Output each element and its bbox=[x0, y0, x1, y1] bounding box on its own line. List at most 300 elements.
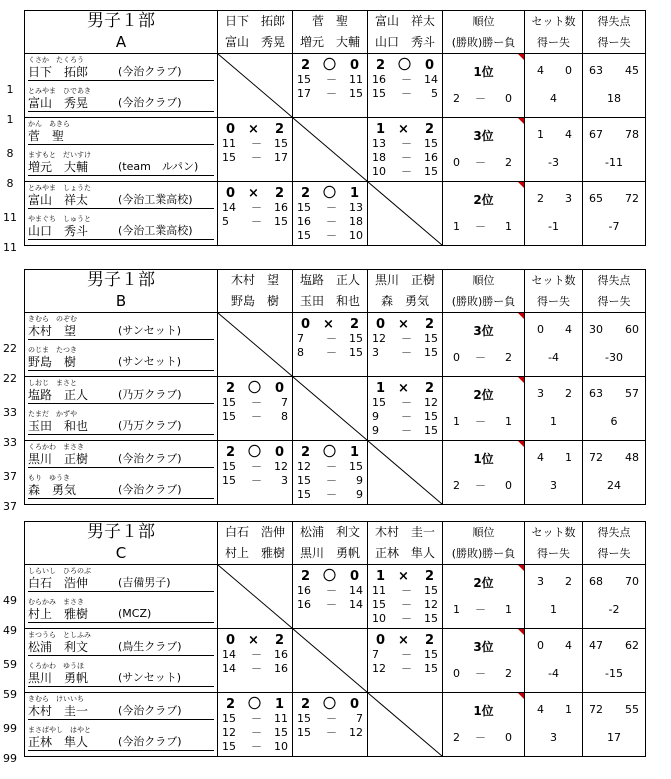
flag-icon bbox=[518, 693, 524, 699]
game-points-against: 10 bbox=[349, 229, 363, 242]
set-difference: 3 bbox=[550, 731, 557, 744]
game-score bbox=[297, 460, 363, 474]
game-points-for: 18 bbox=[372, 151, 386, 164]
game-points-against: 11 bbox=[274, 712, 288, 725]
points-for: 30 bbox=[589, 323, 603, 336]
game-points-for: 12 bbox=[372, 662, 386, 675]
game-score bbox=[297, 215, 363, 229]
match-losses: 0 bbox=[505, 479, 512, 492]
diagonal-line bbox=[368, 441, 442, 504]
game-points-against: 15 bbox=[424, 410, 438, 423]
game-score bbox=[222, 201, 288, 215]
dash: － bbox=[401, 332, 412, 345]
match-result bbox=[368, 565, 442, 628]
game-points-for: 15 bbox=[222, 410, 236, 423]
dash: － bbox=[326, 712, 337, 725]
match-cell bbox=[368, 118, 443, 182]
sets-won: 2 bbox=[226, 697, 236, 712]
seed-number: 1 bbox=[6, 83, 14, 96]
game-points-against: 15 bbox=[424, 137, 438, 150]
point-difference: -30 bbox=[605, 351, 623, 364]
player-club: (今治クラブ) bbox=[118, 483, 182, 496]
sets-lost: 2 bbox=[424, 633, 434, 648]
game-score bbox=[372, 424, 438, 438]
sets-lost: 2 bbox=[424, 381, 434, 396]
dash: － bbox=[251, 712, 262, 725]
game-score bbox=[372, 598, 438, 612]
dash: － bbox=[251, 726, 262, 739]
sets-lost-total: 1 bbox=[565, 451, 572, 464]
game-points-for: 15 bbox=[297, 726, 311, 739]
table-row bbox=[25, 118, 646, 182]
name-reading: たまだ かずや bbox=[28, 410, 77, 418]
dash: － bbox=[475, 479, 486, 492]
dash: － bbox=[326, 584, 337, 597]
column-header: 得失点 bbox=[583, 11, 646, 33]
game-points-for: 14 bbox=[222, 662, 236, 675]
game-points-against: 7 bbox=[356, 712, 363, 725]
match-cell bbox=[218, 565, 293, 629]
rank-cell bbox=[443, 441, 525, 505]
table-row bbox=[25, 313, 646, 377]
column-subheader: 得ー失 bbox=[583, 543, 646, 565]
points-against: 78 bbox=[625, 128, 639, 141]
rank-cell bbox=[443, 629, 525, 693]
name-reading: やまぐち しゅうと bbox=[28, 215, 91, 223]
game-points-for: 15 bbox=[297, 229, 311, 242]
table-row bbox=[25, 377, 646, 441]
team-cell bbox=[25, 377, 218, 441]
name-reading: とみやま しょうた bbox=[28, 184, 91, 192]
game-points-for: 15 bbox=[372, 598, 386, 611]
player-club: (今治クラブ) bbox=[118, 735, 182, 748]
sets-lost-total: 0 bbox=[565, 64, 572, 77]
sets-cell bbox=[525, 313, 583, 377]
rank: 2位 bbox=[473, 193, 494, 207]
rank: 1位 bbox=[473, 704, 494, 718]
sets-lost-total: 4 bbox=[565, 128, 572, 141]
sets-cell bbox=[525, 182, 583, 246]
game-points-against: 16 bbox=[424, 151, 438, 164]
flag-icon bbox=[518, 313, 524, 319]
table-row bbox=[25, 182, 646, 246]
player-club: (今治工業高校) bbox=[118, 193, 193, 206]
header-player: 玉田 和也 bbox=[293, 291, 368, 313]
game-score bbox=[372, 612, 438, 626]
sets-cell bbox=[525, 629, 583, 693]
diagonal-line bbox=[368, 182, 442, 245]
set-difference: 4 bbox=[550, 92, 557, 105]
header-player: 村上 雅樹 bbox=[218, 543, 293, 565]
sets-cell bbox=[525, 54, 583, 118]
underline bbox=[28, 208, 214, 209]
match-cell bbox=[218, 118, 293, 182]
set-difference: -3 bbox=[548, 156, 559, 169]
column-subheader: 得ー失 bbox=[583, 291, 646, 313]
game-score bbox=[297, 474, 363, 488]
seed-number: 8 bbox=[6, 177, 14, 190]
sets-won: 2 bbox=[226, 445, 236, 460]
game-points-for: 16 bbox=[297, 215, 311, 228]
player-club: (乃万クラブ) bbox=[118, 419, 182, 432]
column-subheader: 得ー失 bbox=[583, 32, 646, 54]
dash: － bbox=[326, 229, 337, 242]
points-against: 62 bbox=[625, 639, 639, 652]
match-result bbox=[218, 693, 292, 756]
underline bbox=[28, 750, 214, 751]
rank-cell bbox=[443, 313, 525, 377]
dash: － bbox=[475, 351, 486, 364]
game-score bbox=[297, 346, 363, 360]
rank: 2位 bbox=[473, 576, 494, 590]
game-score bbox=[372, 137, 438, 151]
win-loss-mark: 〇 bbox=[323, 58, 337, 73]
match-result bbox=[368, 313, 442, 376]
game-points-for: 16 bbox=[297, 598, 311, 611]
game-score bbox=[297, 201, 363, 215]
column-subheader: (勝敗)勝ー負 bbox=[443, 32, 525, 54]
header-player: 木村 望 bbox=[218, 270, 293, 292]
game-points-against: 16 bbox=[274, 662, 288, 675]
rank: 3位 bbox=[473, 640, 494, 654]
sets-lost: 0 bbox=[349, 697, 359, 712]
block-group: B bbox=[25, 291, 218, 313]
points-for: 63 bbox=[589, 387, 603, 400]
sets-lost: 1 bbox=[274, 697, 284, 712]
diagonal-line bbox=[218, 313, 292, 376]
game-points-for: 15 bbox=[222, 474, 236, 487]
game-score bbox=[297, 87, 363, 101]
match-result bbox=[368, 377, 442, 440]
game-points-for: 5 bbox=[222, 215, 229, 228]
game-points-for: 15 bbox=[297, 712, 311, 725]
match-cell bbox=[368, 377, 443, 441]
sets-cell bbox=[525, 693, 583, 757]
block-title: 男子１部 bbox=[25, 270, 218, 292]
game-points-for: 17 bbox=[297, 87, 311, 100]
game-score bbox=[372, 648, 438, 662]
game-points-against: 15 bbox=[349, 87, 363, 100]
column-header: セット数 bbox=[525, 522, 583, 544]
dash: － bbox=[326, 488, 337, 501]
dash: － bbox=[401, 648, 412, 661]
points-against: 45 bbox=[625, 64, 639, 77]
match-losses: 1 bbox=[505, 415, 512, 428]
sets-lost: 0 bbox=[274, 445, 284, 460]
game-points-against: 15 bbox=[424, 424, 438, 437]
dash: － bbox=[251, 201, 262, 214]
game-points-for: 15 bbox=[297, 488, 311, 501]
diagonal-line bbox=[218, 565, 292, 628]
rank: 3位 bbox=[473, 129, 494, 143]
dash: － bbox=[475, 156, 486, 169]
win-loss-mark: × bbox=[248, 633, 259, 648]
game-points-against: 15 bbox=[424, 648, 438, 661]
game-points-against: 14 bbox=[349, 598, 363, 611]
game-points-against: 15 bbox=[274, 137, 288, 150]
dash: － bbox=[326, 460, 337, 473]
game-score bbox=[222, 740, 288, 754]
game-points-against: 15 bbox=[424, 165, 438, 178]
sets-won: 2 bbox=[301, 58, 311, 73]
game-points-against: 10 bbox=[274, 740, 288, 753]
header-player: 山口 秀斗 bbox=[368, 32, 443, 54]
sets-won: 0 bbox=[226, 633, 236, 648]
dash: － bbox=[475, 415, 486, 428]
player-club: (team ルパン) bbox=[118, 160, 199, 173]
game-points-for: 16 bbox=[372, 73, 386, 86]
point-difference: 6 bbox=[610, 415, 618, 428]
point-difference: -2 bbox=[608, 603, 620, 616]
sets-won: 1 bbox=[376, 122, 386, 137]
underline bbox=[28, 111, 214, 112]
match-result bbox=[293, 313, 367, 376]
sets-lost: 0 bbox=[424, 58, 434, 73]
player-club: (サンセット) bbox=[118, 324, 182, 337]
game-score bbox=[222, 712, 288, 726]
dash: － bbox=[251, 215, 262, 228]
dash: － bbox=[401, 410, 412, 423]
points-cell bbox=[583, 182, 646, 246]
diagonal-line bbox=[218, 54, 292, 117]
block-group: A bbox=[25, 32, 218, 54]
game-points-for: 9 bbox=[372, 410, 379, 423]
game-points-for: 7 bbox=[297, 332, 304, 345]
win-loss-mark: 〇 bbox=[248, 381, 262, 396]
column-header: 順位 bbox=[443, 11, 525, 33]
underline bbox=[28, 655, 214, 656]
match-wins: 1 bbox=[453, 603, 460, 616]
player-club: (今治クラブ) bbox=[118, 704, 182, 717]
player-name: 黒川 勇帆 bbox=[28, 671, 89, 685]
match-cell bbox=[293, 182, 368, 246]
game-points-against: 15 bbox=[274, 726, 288, 739]
win-loss-mark: 〇 bbox=[248, 445, 262, 460]
name-reading: きむら のぞむ bbox=[28, 315, 77, 323]
game-score bbox=[222, 662, 288, 676]
game-score bbox=[372, 151, 438, 165]
match-cell bbox=[368, 693, 443, 757]
underline bbox=[28, 719, 214, 720]
points-against: 57 bbox=[625, 387, 639, 400]
underline bbox=[28, 622, 214, 623]
dash: － bbox=[401, 346, 412, 359]
match-cell bbox=[368, 54, 443, 118]
game-points-for: 15 bbox=[222, 460, 236, 473]
points-for: 65 bbox=[589, 192, 603, 205]
game-points-for: 13 bbox=[372, 137, 386, 150]
underline bbox=[28, 80, 214, 81]
sets-cell bbox=[525, 118, 583, 182]
point-difference: 17 bbox=[607, 731, 621, 744]
column-header: 得失点 bbox=[583, 270, 646, 292]
seed-number: 33 bbox=[3, 406, 17, 419]
league-table bbox=[24, 269, 646, 505]
game-score bbox=[297, 726, 363, 740]
sets-won-total: 1 bbox=[537, 128, 544, 141]
game-points-against: 5 bbox=[431, 87, 438, 100]
points-against: 72 bbox=[625, 192, 639, 205]
game-points-for: 15 bbox=[297, 201, 311, 214]
game-points-against: 12 bbox=[349, 726, 363, 739]
points-cell bbox=[583, 377, 646, 441]
header-player: 塩路 正人 bbox=[293, 270, 368, 292]
flag-icon bbox=[518, 565, 524, 571]
game-score bbox=[297, 73, 363, 87]
game-points-against: 15 bbox=[424, 332, 438, 345]
match-cell bbox=[293, 313, 368, 377]
team-cell bbox=[25, 565, 218, 629]
header-player: 松浦 利文 bbox=[293, 522, 368, 544]
points-cell bbox=[583, 54, 646, 118]
set-difference: 1 bbox=[550, 415, 557, 428]
header-player: 富山 祥太 bbox=[368, 11, 443, 33]
sets-won: 0 bbox=[376, 317, 386, 332]
seed-number: 11 bbox=[3, 241, 17, 254]
dash: － bbox=[251, 410, 262, 423]
game-score bbox=[372, 410, 438, 424]
name-reading: しおじ まさと bbox=[28, 379, 77, 387]
team-cell bbox=[25, 54, 218, 118]
player-name: 森 勇気 bbox=[28, 483, 77, 497]
block-title: 男子１部 bbox=[25, 522, 218, 544]
dash: － bbox=[401, 396, 412, 409]
name-reading: くさか たくろう bbox=[28, 56, 84, 64]
match-cell bbox=[293, 441, 368, 505]
player-club: (乃万クラブ) bbox=[118, 388, 182, 401]
header-player: 黒川 正樹 bbox=[368, 270, 443, 292]
sets-lost-total: 2 bbox=[565, 575, 572, 588]
dash: － bbox=[475, 220, 486, 233]
player-club: (サンセット) bbox=[118, 355, 182, 368]
dash: － bbox=[326, 332, 337, 345]
name-reading: もり ゆうき bbox=[28, 474, 70, 482]
name-reading: まさばやし はやと bbox=[28, 726, 91, 734]
seed-number: 37 bbox=[3, 500, 17, 513]
match-losses: 0 bbox=[505, 731, 512, 744]
game-points-for: 12 bbox=[297, 460, 311, 473]
match-wins: 2 bbox=[453, 731, 460, 744]
game-score bbox=[372, 584, 438, 598]
dash: － bbox=[326, 215, 337, 228]
rank-cell bbox=[443, 693, 525, 757]
match-result bbox=[368, 54, 442, 117]
player-club: (鳥生クラブ) bbox=[118, 640, 182, 653]
game-score bbox=[372, 73, 438, 87]
sets-lost: 2 bbox=[349, 317, 359, 332]
sets-lost: 0 bbox=[274, 381, 284, 396]
name-reading: くろかわ まさき bbox=[28, 443, 84, 451]
underline bbox=[28, 434, 214, 435]
game-points-against: 8 bbox=[281, 410, 288, 423]
underline bbox=[28, 498, 214, 499]
header-player: 野島 樹 bbox=[218, 291, 293, 313]
sets-won: 0 bbox=[226, 122, 236, 137]
header-player: 森 勇気 bbox=[368, 291, 443, 313]
sets-won-total: 0 bbox=[537, 639, 544, 652]
game-score bbox=[297, 584, 363, 598]
match-cell bbox=[368, 565, 443, 629]
match-losses: 1 bbox=[505, 220, 512, 233]
game-points-against: 15 bbox=[424, 662, 438, 675]
game-points-against: 12 bbox=[424, 396, 438, 409]
header-player: 木村 圭一 bbox=[368, 522, 443, 544]
column-header: 順位 bbox=[443, 522, 525, 544]
table-row bbox=[25, 441, 646, 505]
win-loss-mark: × bbox=[398, 633, 409, 648]
match-result bbox=[218, 377, 292, 440]
player-name: 木村 圭一 bbox=[28, 704, 89, 718]
game-points-for: 15 bbox=[372, 87, 386, 100]
team-cell bbox=[25, 693, 218, 757]
game-points-against: 15 bbox=[349, 460, 363, 473]
points-cell bbox=[583, 441, 646, 505]
player-name: 野島 樹 bbox=[28, 355, 77, 369]
game-points-against: 9 bbox=[356, 488, 363, 501]
dash: － bbox=[326, 73, 337, 86]
rank-cell bbox=[443, 54, 525, 118]
sets-lost-total: 1 bbox=[565, 703, 572, 716]
match-result bbox=[368, 118, 442, 181]
rank: 2位 bbox=[473, 388, 494, 402]
diagonal-line bbox=[293, 629, 367, 692]
game-points-against: 14 bbox=[424, 73, 438, 86]
dash: － bbox=[401, 165, 412, 178]
point-difference: 24 bbox=[607, 479, 621, 492]
league-table bbox=[24, 10, 646, 246]
player-name: 黒川 正樹 bbox=[28, 452, 89, 466]
points-for: 47 bbox=[589, 639, 603, 652]
game-points-for: 15 bbox=[297, 73, 311, 86]
sets-won-total: 4 bbox=[537, 703, 544, 716]
sets-lost: 0 bbox=[349, 58, 359, 73]
game-points-for: 12 bbox=[372, 332, 386, 345]
match-wins: 0 bbox=[453, 156, 460, 169]
player-name: 玉田 和也 bbox=[28, 419, 89, 433]
sets-won: 0 bbox=[226, 186, 236, 201]
column-subheader: (勝敗)勝ー負 bbox=[443, 291, 525, 313]
match-cell bbox=[218, 182, 293, 246]
game-score bbox=[297, 712, 363, 726]
rank: 1位 bbox=[473, 452, 494, 466]
game-score bbox=[372, 332, 438, 346]
match-cell bbox=[293, 629, 368, 693]
match-cell bbox=[293, 693, 368, 757]
win-loss-mark: 〇 bbox=[323, 697, 337, 712]
game-points-against: 14 bbox=[349, 584, 363, 597]
point-difference: -15 bbox=[605, 667, 623, 680]
win-loss-mark: 〇 bbox=[323, 445, 337, 460]
points-cell bbox=[583, 313, 646, 377]
game-points-for: 16 bbox=[297, 584, 311, 597]
sets-lost: 2 bbox=[424, 569, 434, 584]
match-result bbox=[293, 441, 367, 504]
seed-number: 22 bbox=[3, 372, 17, 385]
sets-won-total: 3 bbox=[537, 387, 544, 400]
points-for: 67 bbox=[589, 128, 603, 141]
match-cell bbox=[293, 377, 368, 441]
name-reading: きむら けいいち bbox=[28, 695, 84, 703]
match-cell bbox=[293, 565, 368, 629]
sets-lost: 2 bbox=[274, 633, 284, 648]
game-points-against: 15 bbox=[349, 332, 363, 345]
column-header: セット数 bbox=[525, 11, 583, 33]
win-loss-mark: 〇 bbox=[323, 186, 337, 201]
player-name: 富山 秀晃 bbox=[28, 96, 89, 110]
set-difference: -4 bbox=[548, 667, 559, 680]
points-for: 72 bbox=[589, 451, 603, 464]
match-cell bbox=[218, 629, 293, 693]
